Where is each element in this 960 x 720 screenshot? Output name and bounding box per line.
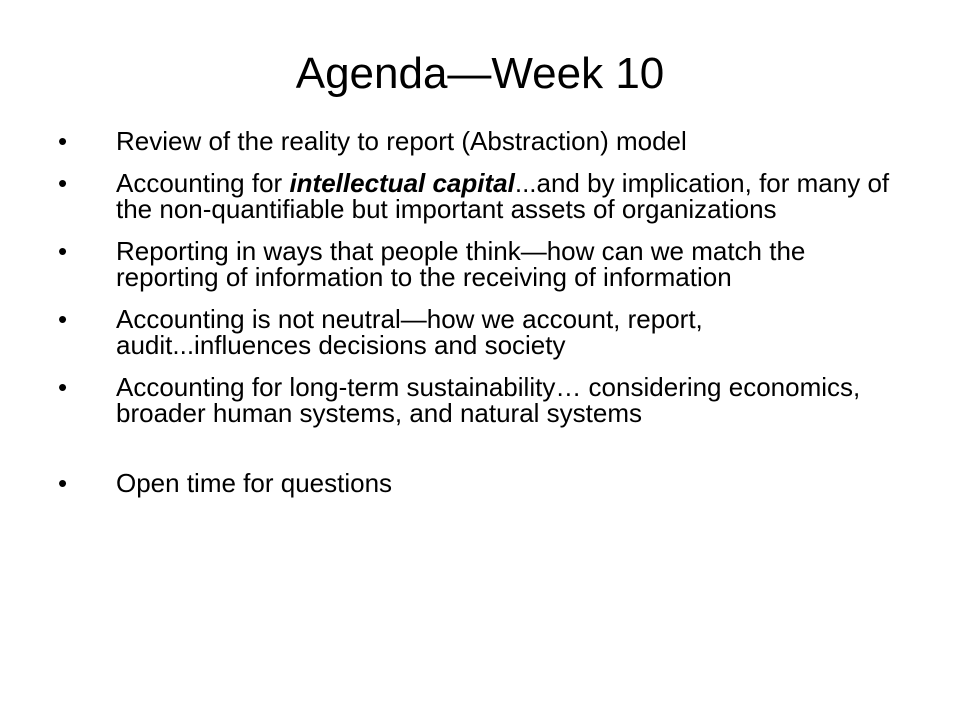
slide-title: Agenda—Week 10 (295, 49, 665, 98)
agenda-item-reporting-ways (58, 238, 898, 290)
agenda-item-text: Open time for questions (116, 468, 393, 498)
agenda-item-sustainability (58, 374, 898, 426)
agenda-list (58, 128, 898, 512)
bullet-icon: • (58, 236, 68, 266)
agenda-item-not-neutral (58, 306, 898, 358)
bullet-icon: • (58, 468, 68, 498)
agenda-item-text: Reporting in ways that people think—how can we match the reporting of information to the receiving of information (116, 236, 806, 292)
bullet-icon: • (58, 126, 68, 156)
agenda-item-questions (58, 470, 898, 496)
bullet-icon: • (58, 372, 68, 402)
agenda-item-text: Review of the reality to report (Abstraction) model (116, 126, 687, 156)
agenda-item-text-suffix: ...and by implication, for many of the non-quantifiable but important assets of organizations (116, 168, 890, 224)
agenda-item-intellectual-capital (58, 170, 898, 222)
agenda-item-text: Accounting for long-term sustainability… considering economics, broader human systems, and natural systems (116, 372, 861, 428)
bullet-icon: • (58, 168, 68, 198)
agenda-item-text: Accounting is not neutral—how we account, report, audit...influences decisions and society (116, 304, 703, 360)
bullet-icon: • (58, 304, 68, 334)
agenda-item-emphasis: intellectual capital (289, 168, 515, 198)
agenda-item-text-prefix: Accounting for (116, 168, 290, 198)
agenda-item-abstraction-model (58, 128, 898, 154)
